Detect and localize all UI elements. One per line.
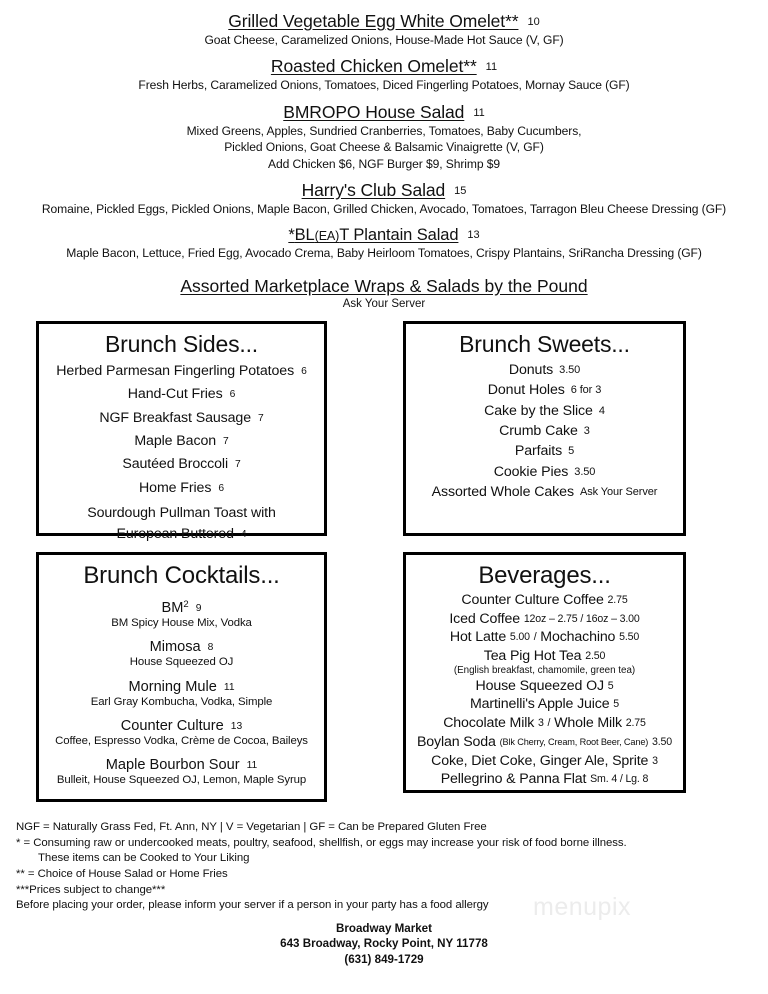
beverage-name: Mochachino <box>540 629 616 646</box>
cocktail-name-superscript: 2 <box>183 599 189 610</box>
restaurant-address: 643 Broadway, Rocky Point, NY 11778 <box>280 937 488 951</box>
menu-item-price: 7 <box>235 459 241 471</box>
beverage-name: Iced Coffee <box>449 610 521 627</box>
marketplace-wraps-section <box>0 276 768 310</box>
cocktail-description: Coffee, Espresso Vodka, Crème de Cocoa, Baileys <box>55 734 308 747</box>
beverage-price: 5.00 <box>509 631 530 644</box>
featured-item-addons: Add Chicken $6, NGF Burger $9, Shrimp $9 <box>268 156 500 171</box>
featured-item-price: 11 <box>473 106 485 119</box>
featured-item-name: Roasted Chicken Omelet** <box>270 56 477 77</box>
featured-item-price: 11 <box>485 61 498 74</box>
menu-row <box>406 402 683 421</box>
menu-row <box>406 463 683 482</box>
footnote-line: * = Consuming raw or undercooked meats, poultry, seafood, shellfish, or eggs may increase your risk of food borne illness. <box>16 836 627 849</box>
menu-row <box>39 525 324 544</box>
menu-item-price: 6 <box>301 366 307 377</box>
cocktail-name-row <box>39 757 324 773</box>
footnote-line: Before placing your order, please inform your server if a person in your party has a food allergy <box>16 899 489 912</box>
cocktail-item <box>39 679 324 709</box>
featured-item-name-part: T Plantain Salad <box>339 226 459 245</box>
menu-item-price: 5 <box>568 445 575 458</box>
menu-item-price: 3 <box>583 424 590 437</box>
menu-row <box>39 385 324 404</box>
tea-varieties-note: (English breakfast, chamomile, green tea) <box>453 664 636 676</box>
cocktail-price: 13 <box>230 720 243 732</box>
footnote-line: ** = Choice of House Salad or Home Fries <box>16 867 228 880</box>
featured-item-name-part: BL <box>294 226 315 245</box>
beverage-separator: / <box>547 717 551 730</box>
beverage-flavors-note: (Blk Cherry, Cream, Root Beer, Cane) <box>499 736 649 747</box>
menu-item-name: Parfaits <box>514 443 563 460</box>
menu-item-name: NGF Breakfast Sausage <box>99 409 252 426</box>
featured-item-name: Harry's Club Salad <box>301 180 446 201</box>
featured-item-heading <box>0 12 768 32</box>
menu-item-name: Cookie Pies <box>493 463 569 480</box>
cocktail-description: Bulleit, House Squeezed OJ, Lemon, Maple Syrup <box>56 774 307 786</box>
menu-item-name: Sautéed Broccoli <box>122 456 229 473</box>
cocktail-name-row <box>39 718 324 734</box>
menu-row <box>39 432 324 451</box>
menu-row <box>39 455 324 474</box>
menu-item-price: 4 <box>598 404 605 417</box>
cocktail-name: Mimosa <box>149 639 201 656</box>
beverage-row <box>406 591 683 610</box>
featured-item <box>0 57 768 93</box>
beverage-name: Chocolate Milk <box>443 715 535 732</box>
menu-item-name: Assorted Whole Cakes <box>431 483 574 500</box>
asterisk-marker: * <box>288 226 295 245</box>
restaurant-name: Broadway Market <box>335 922 432 935</box>
menu-item-name: Maple Bacon <box>134 432 217 449</box>
featured-item-price: 10 <box>527 16 540 28</box>
menu-item-price: 3.50 <box>574 465 596 478</box>
beverage-name: Boylan Soda <box>416 733 496 750</box>
featured-item-description: Goat Cheese, Caramelized Onions, House-Made Hot Sauce (V, GF) <box>204 32 564 47</box>
featured-item-heading <box>0 181 768 201</box>
cocktail-item <box>39 718 324 748</box>
beverage-row <box>406 733 683 752</box>
cocktail-name: BM <box>161 600 184 616</box>
menu-row <box>406 483 683 502</box>
featured-item <box>0 226 768 261</box>
beverage-price: 3 <box>652 754 658 767</box>
beverage-name: Pellegrino & Panna Flat <box>440 771 587 788</box>
brunch-sides-title: Brunch Sides... <box>105 331 258 357</box>
cocktail-price: 9 <box>195 603 202 614</box>
beverage-price: 2.50 <box>585 650 606 663</box>
menu-row <box>406 442 683 461</box>
featured-item-heading <box>0 226 768 245</box>
menu-row <box>39 362 324 381</box>
beverage-name: Coke, Diet Coke, Ginger Ale, Sprite <box>431 752 649 769</box>
menu-row <box>406 361 683 380</box>
beverage-row <box>406 695 683 714</box>
featured-item <box>0 103 768 172</box>
beverage-row <box>406 770 683 789</box>
brunch-sweets-box <box>403 321 686 536</box>
menupix-watermark: menupix <box>533 893 631 921</box>
brunch-cocktails-box <box>36 552 327 802</box>
menu-item-name: Herbed Parmesan Fingerling Potatoes <box>56 363 295 379</box>
featured-item-description: Fresh Herbs, Caramelized Onions, Tomatoes, Diced Fingerling Potatoes, Mornay Sauce (GF) <box>138 78 630 93</box>
beverage-name: Whole Milk <box>554 715 622 732</box>
cocktail-price: 8 <box>207 642 214 654</box>
menu-item-price: 7 <box>258 412 264 424</box>
featured-item-name: Grilled Vegetable Egg White Omelet** <box>228 11 519 31</box>
menu-item-name: European Buttered <box>116 526 234 543</box>
featured-item-description-line: Mixed Greens, Apples, Sundried Cranberries, Tomatoes, Baby Cucumbers, <box>186 123 582 138</box>
cocktail-item <box>39 757 324 787</box>
beverage-price: 5.50 <box>619 631 640 644</box>
cocktail-item <box>39 599 324 630</box>
featured-item-name <box>288 226 458 244</box>
beverage-row <box>406 647 683 666</box>
cocktail-description: BM Spicy House Mix, Vodka <box>111 617 252 629</box>
cocktail-description: House Squeezed OJ <box>129 656 234 669</box>
brunch-sweets-title: Brunch Sweets... <box>459 331 630 357</box>
beverages-box <box>403 552 686 793</box>
menu-item-name: Donuts <box>508 362 554 378</box>
cocktail-name-row <box>39 679 324 695</box>
menu-item-price: Ask Your Server <box>579 485 658 498</box>
beverage-row <box>406 714 683 733</box>
featured-item-description: Romaine, Pickled Eggs, Pickled Onions, Maple Bacon, Grilled Chicken, Avocado, Tomatoes, Tarragon Bleu Cheese Dressing (GF) <box>41 201 727 216</box>
menu-item-name: Crumb Cake <box>499 422 578 439</box>
beverage-price: 2.75 <box>607 594 628 606</box>
beverage-price: 2.75 <box>625 717 646 730</box>
beverage-price: 5 <box>607 679 614 692</box>
cocktail-description: Earl Gray Kombucha, Vodka, Simple <box>90 695 273 708</box>
cocktail-name-row <box>39 639 324 655</box>
featured-item-price: 13 <box>467 229 480 242</box>
beverages-title: Beverages... <box>478 562 611 589</box>
beverage-row <box>406 677 683 696</box>
menu-item-price: 6 <box>218 482 224 494</box>
brunch-cocktails-title: Brunch Cocktails... <box>83 562 280 589</box>
beverage-separator: / <box>533 631 537 644</box>
beverage-price: 3 <box>537 717 544 730</box>
beverage-row <box>406 610 683 629</box>
cocktail-name: Morning Mule <box>128 678 217 695</box>
restaurant-phone: (631) 849-1729 <box>344 952 424 966</box>
beverage-row <box>406 752 683 771</box>
cocktail-name: Counter Culture <box>120 717 224 734</box>
cocktail-price: 11 <box>246 760 258 771</box>
featured-item <box>0 12 768 48</box>
menu-item-name: Hand-Cut Fries <box>127 386 223 403</box>
beverage-price: 3.50 <box>652 735 673 748</box>
featured-item-description-line: Pickled Onions, Goat Cheese & Balsamic Vinaigrette (V, GF) <box>224 140 544 155</box>
menu-item-price: 4 <box>240 529 247 541</box>
featured-item-heading <box>0 103 768 123</box>
cocktail-name-row <box>39 599 324 616</box>
beverage-price: 12oz – 2.75 / 16oz – 3.00 <box>523 612 640 625</box>
featured-item-description: Maple Bacon, Lettuce, Fried Egg, Avocado Crema, Baby Heirloom Tomatoes, Crispy Plantains, SriRancha Dressing (GF) <box>66 246 702 261</box>
menu-item-name: Cake by the Slice <box>484 402 593 419</box>
beverage-name: Counter Culture Coffee <box>461 592 604 608</box>
beverage-price: Sm. 4 / Lg. 8 <box>590 773 649 786</box>
beverage-name: Martinelli's Apple Juice <box>469 696 610 713</box>
menu-item-price: 3.50 <box>559 364 581 376</box>
beverage-name: House Squeezed OJ <box>475 677 604 694</box>
cocktail-price: 11 <box>223 681 235 693</box>
beverage-price: 5 <box>613 698 620 711</box>
menu-row <box>39 409 324 428</box>
menu-item-name: Donut Holes <box>487 382 565 399</box>
beverage-name: Tea Pig Hot Tea <box>483 648 582 665</box>
beverage-name: Hot Latte <box>449 629 507 646</box>
menu-item-price: 6 for 3 <box>570 384 602 397</box>
menu-item-price: 7 <box>223 435 229 447</box>
menu-row <box>39 504 324 523</box>
featured-item-name-smallcaps: (EA) <box>314 229 340 244</box>
footnote-line: These items can be Cooked to Your Liking <box>38 852 250 865</box>
marketplace-wraps-title: Assorted Marketplace Wraps & Salads by the Pound <box>180 275 588 296</box>
footnote-line: NGF = Naturally Grass Fed, Ft. Ann, NY | V = Vegetarian | GF = Can be Prepared Gluten Free <box>16 821 487 833</box>
menu-item-name: Home Fries <box>139 479 212 496</box>
footnote-line: ***Prices subject to change*** <box>16 883 166 896</box>
featured-items-section <box>0 0 768 310</box>
menu-item-price: 6 <box>229 389 236 401</box>
featured-item-heading <box>0 57 768 77</box>
menu-row <box>406 422 683 441</box>
cocktail-item <box>39 639 324 669</box>
beverage-row <box>406 628 683 647</box>
menu-row <box>39 479 324 498</box>
menu-item-name: Sourdough Pullman Toast with <box>87 504 276 521</box>
featured-item <box>0 181 768 217</box>
marketplace-wraps-subtitle: Ask Your Server <box>342 297 426 310</box>
featured-item-price: 15 <box>454 185 467 198</box>
menu-row <box>406 381 683 400</box>
featured-item-name: BMROPO House Salad <box>283 101 465 122</box>
brunch-sides-box <box>36 321 327 543</box>
restaurant-footer <box>0 921 768 967</box>
cocktail-name: Maple Bourbon Sour <box>105 757 240 773</box>
